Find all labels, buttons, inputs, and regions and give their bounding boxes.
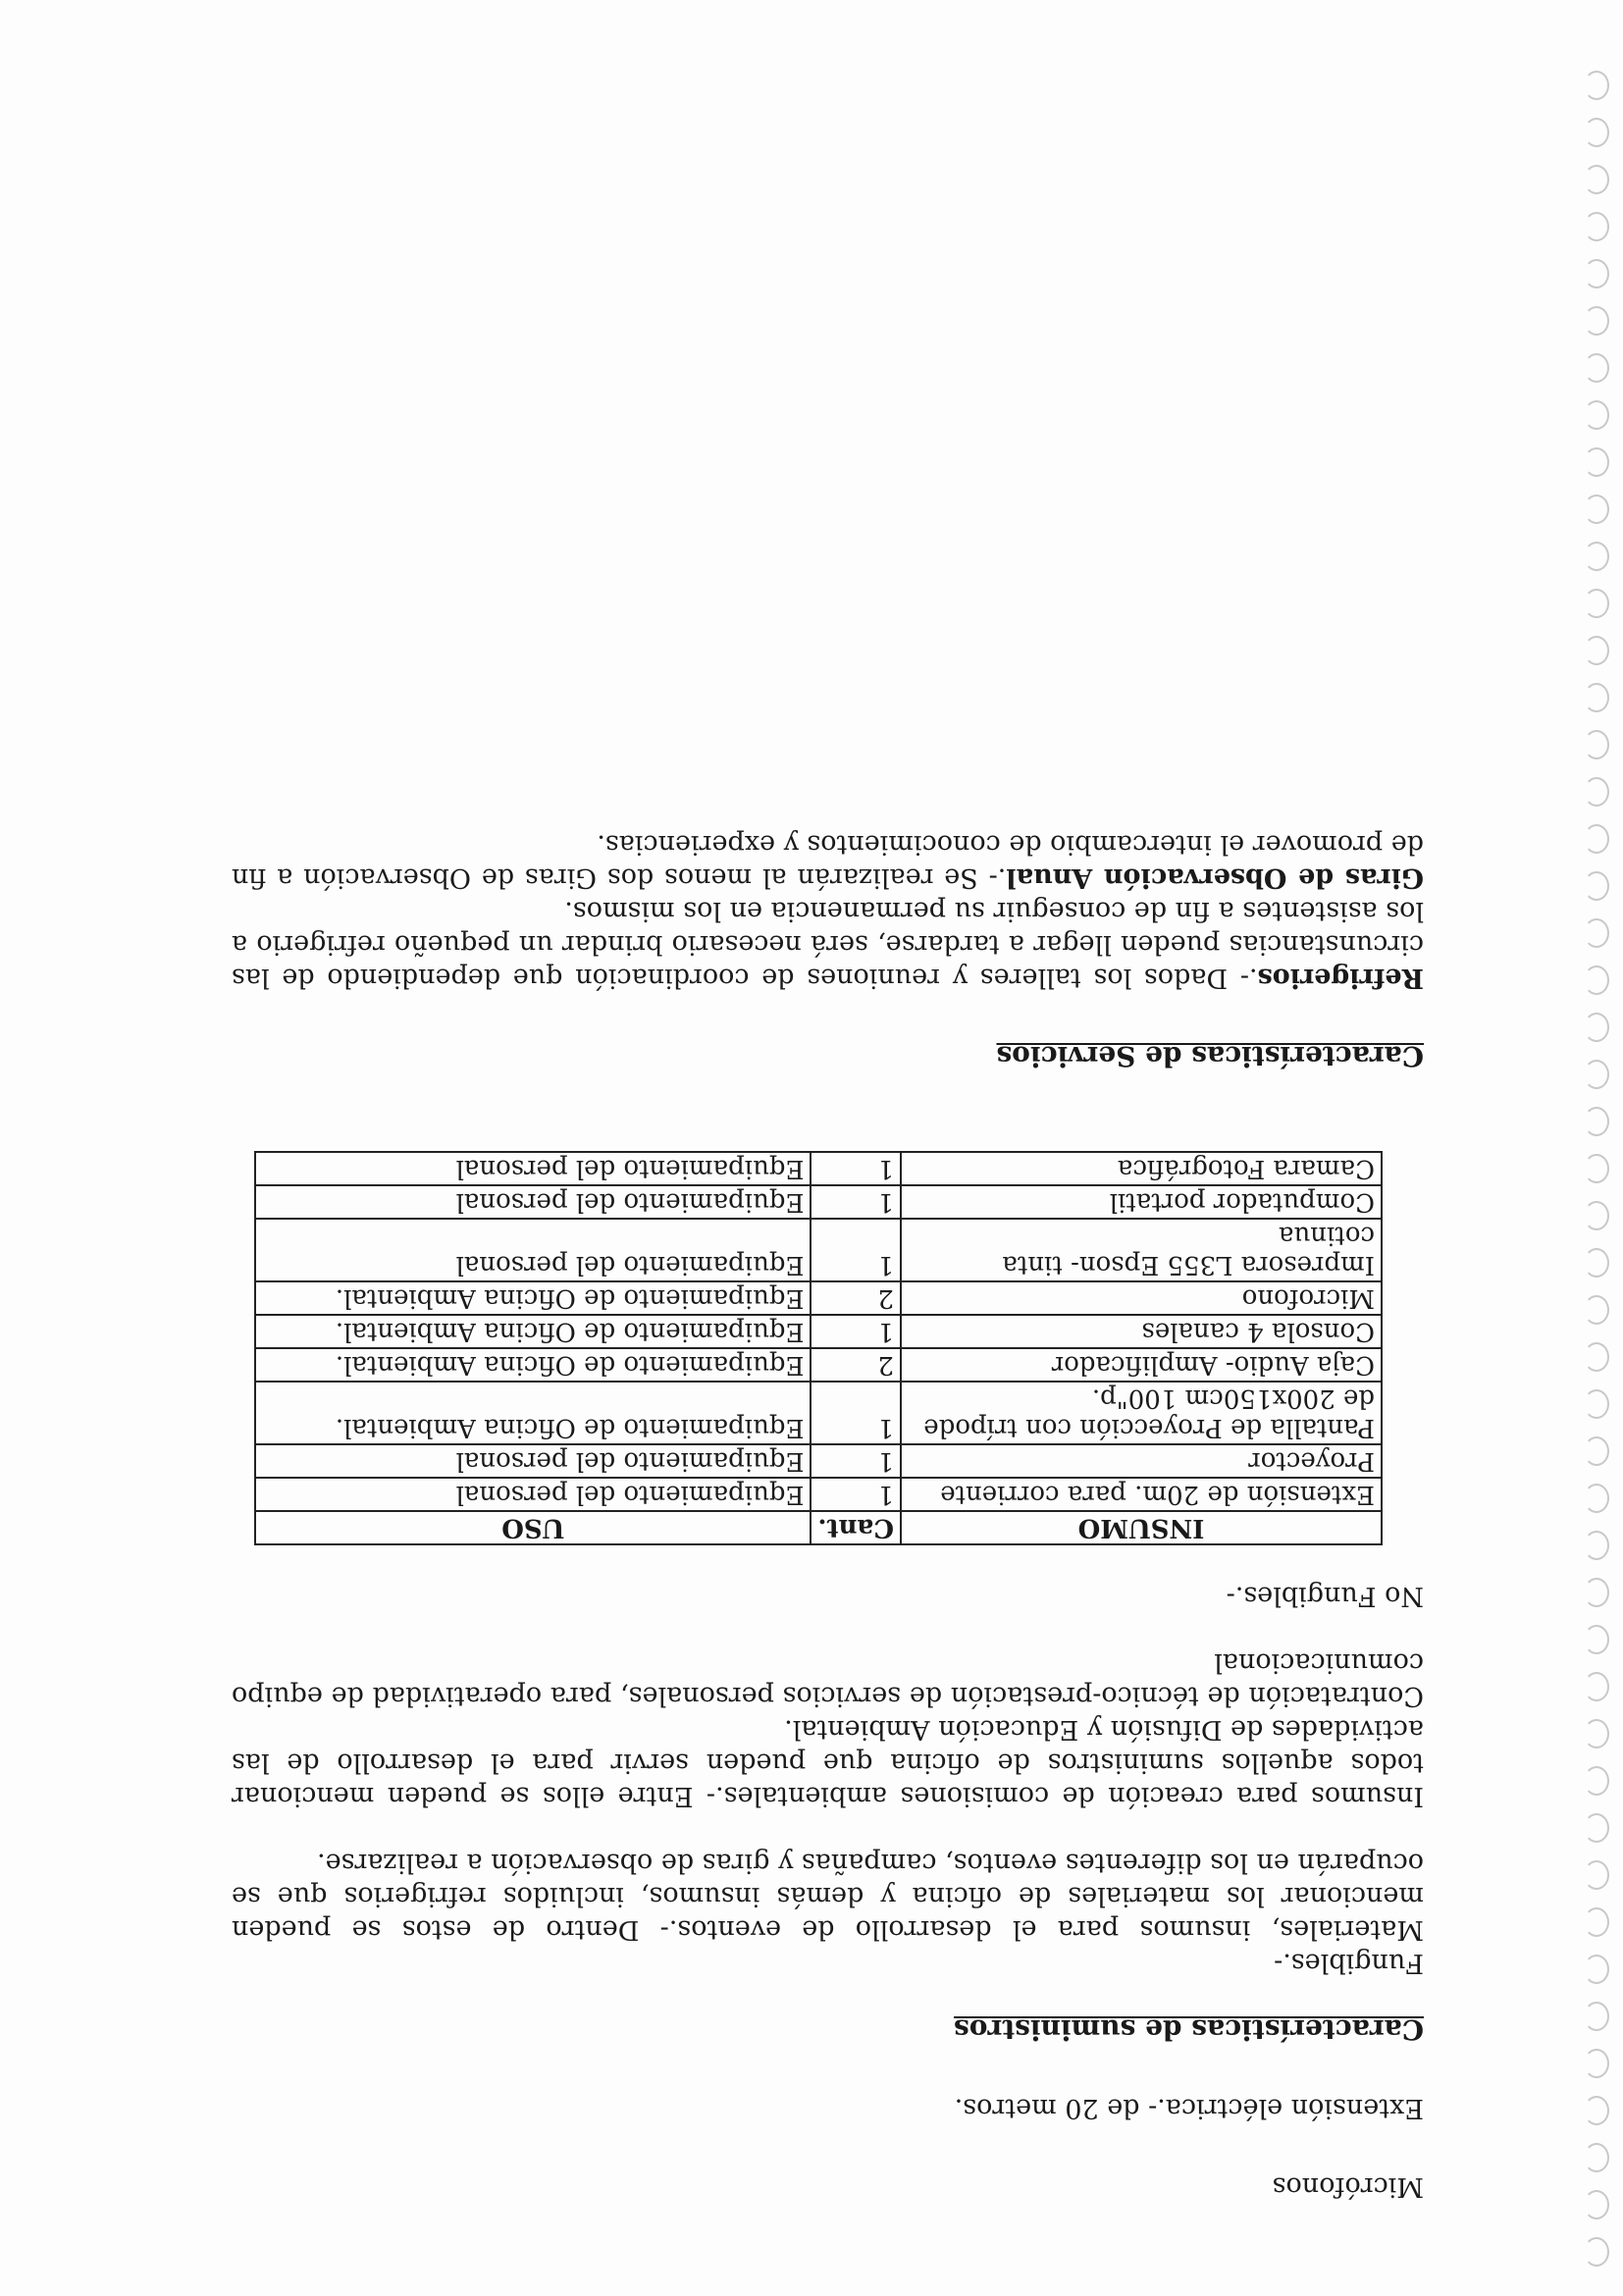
binding-hole [1584,1342,1609,1372]
binding-hole [1584,71,1609,100]
binding-hole [1584,353,1609,383]
binding-hole [1584,871,1609,901]
contratacion-paragraph: Contratación de técnico-prestación de servicios personales, para operatividad de equipo comunicacional [232,1647,1424,1711]
binding-hole [1584,2143,1609,2172]
binding-hole [1584,1436,1609,1466]
table-cell-cant: 1 [811,1152,901,1185]
table-cell-uso: Equipamiento del personal [255,1152,811,1185]
binding-hole [1584,1672,1609,1701]
microfonos-text: Micrófonos [1272,2171,1424,2202]
extension-text: Extensión eléctrica.- de 20 metros. [954,2093,1424,2123]
table-cell-insumo: Camara Fotográfica [901,1152,1382,1185]
binding-hole [1584,1389,1609,1419]
binding-hole [1584,777,1609,807]
binding-hole [1584,1860,1609,1890]
refrigerios-paragraph [232,894,1424,994]
table-cell-cant: 1 [811,1478,901,1511]
binding-hole [1584,1813,1609,1843]
header-uso: USO [255,1511,811,1544]
binding-hole [1584,1107,1609,1136]
binding-hole [1584,1013,1609,1042]
binding-hole [1584,683,1609,712]
binding-hole [1584,824,1609,854]
binding-hole [1584,1484,1609,1513]
table-cell-uso: Equipamiento del personal [255,1219,811,1281]
binding-hole [1584,1907,1609,1937]
table-cell-insumo: Pantalla de Proyección con trípode de 200x150cm 100"p. [901,1382,1382,1444]
binding-hole [1584,1248,1609,1278]
binding-hole [1584,636,1609,665]
giras-lead: Giras de Observación Anual [1006,862,1424,893]
binding-hole [1584,306,1609,336]
binding-hole [1584,212,1609,241]
table-cell-uso: Equipamiento del personal [255,1478,811,1511]
refrigerios-lead: Refrigerios [1257,963,1424,993]
table-cell-cant: 2 [811,1281,901,1315]
document-body [232,827,1424,2203]
table-cell-cant: 1 [811,1219,901,1281]
table-cell-cant: 1 [811,1382,901,1444]
table-cell-insumo: Consola 4 canales [901,1315,1382,1348]
no-fungibles-label: No Fungibles.- [1226,1581,1424,1611]
table-row [255,1152,1382,1185]
binding-hole [1584,2049,1609,2078]
binding-hole [1584,1531,1609,1560]
binding-hole [1584,965,1609,995]
servicios-heading: Características de Servicios [996,1040,1424,1072]
binding-hole [1584,2190,1609,2219]
table-row [255,1348,1382,1382]
giras-paragraph [232,827,1424,894]
binding-hole [1584,589,1609,618]
binding-hole [1584,1625,1609,1654]
insumos-table [254,1151,1383,1545]
header-insumo: INSUMO [901,1511,1382,1544]
table-cell-insumo: Microfono [901,1281,1382,1315]
fungibles-label: Fungibles.- [1274,1948,1424,1978]
header-cant: Cant. [811,1511,901,1544]
binding-hole [1584,1201,1609,1230]
binding-hole [1584,2002,1609,2031]
binding-hole [1584,918,1609,948]
table-row [255,1185,1382,1219]
table-cell-uso: Equipamiento de Oficina Ambiental. [255,1315,811,1348]
table-cell-cant: 1 [811,1444,901,1478]
binding-hole [1584,1766,1609,1796]
suministros-heading: Características de suministros [954,2013,1424,2046]
table-cell-uso: Equipamiento del personal [255,1444,811,1478]
binding-hole [1584,1295,1609,1325]
table-row [255,1219,1382,1281]
binding-hole [1584,118,1609,147]
table-row [255,1478,1382,1511]
binding-hole [1584,400,1609,430]
binding-holes [1578,10,1617,2267]
binding-hole [1584,730,1609,759]
table-header-row [255,1511,1382,1544]
binding-hole [1584,495,1609,524]
insumos-paragraph: Insumos para creación de comisiones ambientales.- Entre ellos se pueden mencionar todos aquellos suministros de oficina que pueden servir para el desarrollo de las actividades de Difusión y Educación Ambiental. [232,1714,1424,1811]
binding-hole [1584,2096,1609,2125]
materiales-paragraph: Materiales, insumos para el desarrollo de eventos.- Dentro de estos se pueden mencionar los materiales de oficina y demás insumos, incluidos refrigerios que se ocuparán en los diferentes eventos, campañas y giras de observación a realizarse. [232,1848,1424,1945]
table-cell-insumo: Computador portatil [901,1185,1382,1219]
table-cell-uso: Equipamiento de Oficina Ambiental. [255,1382,811,1444]
table-cell-uso: Equipamiento de Oficina Ambiental. [255,1348,811,1382]
binding-hole [1584,1154,1609,1183]
table-cell-cant: 1 [811,1315,901,1348]
giras-text: .- Se realizarán al menos dos Giras de Observación a fin de promover el intercambio de conocimientos y experiencias. [232,829,1424,893]
binding-hole [1584,447,1609,477]
table-row [255,1382,1382,1444]
binding-hole [1584,165,1609,194]
table-row [255,1281,1382,1315]
binding-hole [1584,1955,1609,1984]
binding-hole [1584,2237,1609,2267]
table-cell-uso: Equipamiento de Oficina Ambiental. [255,1281,811,1315]
refrigerios-text: .- Dados los talleres y reuniones de coordinación que dependiendo de las circunstancias pueden llegar a tardarse, será necesario brindar un pequeño refrigerio a los asistentes a fin de conseguir su permanencia en los mismos. [232,896,1424,993]
binding-hole [1584,259,1609,288]
binding-hole [1584,1719,1609,1748]
table-cell-insumo: Proyector [901,1444,1382,1478]
table-cell-insumo: Extensión de 20m. para corriente [901,1478,1382,1511]
table-cell-insumo: Caja Audio- Amplificador [901,1348,1382,1382]
binding-hole [1584,1578,1609,1607]
table-row [255,1315,1382,1348]
table-cell-cant: 2 [811,1348,901,1382]
table-cell-cant: 1 [811,1185,901,1219]
table-cell-uso: Equipamiento del personal [255,1185,811,1219]
binding-hole [1584,542,1609,571]
table-cell-insumo: Impresora L355 Epson- tinta cotinua [901,1219,1382,1281]
table-row [255,1444,1382,1478]
binding-hole [1584,1060,1609,1089]
